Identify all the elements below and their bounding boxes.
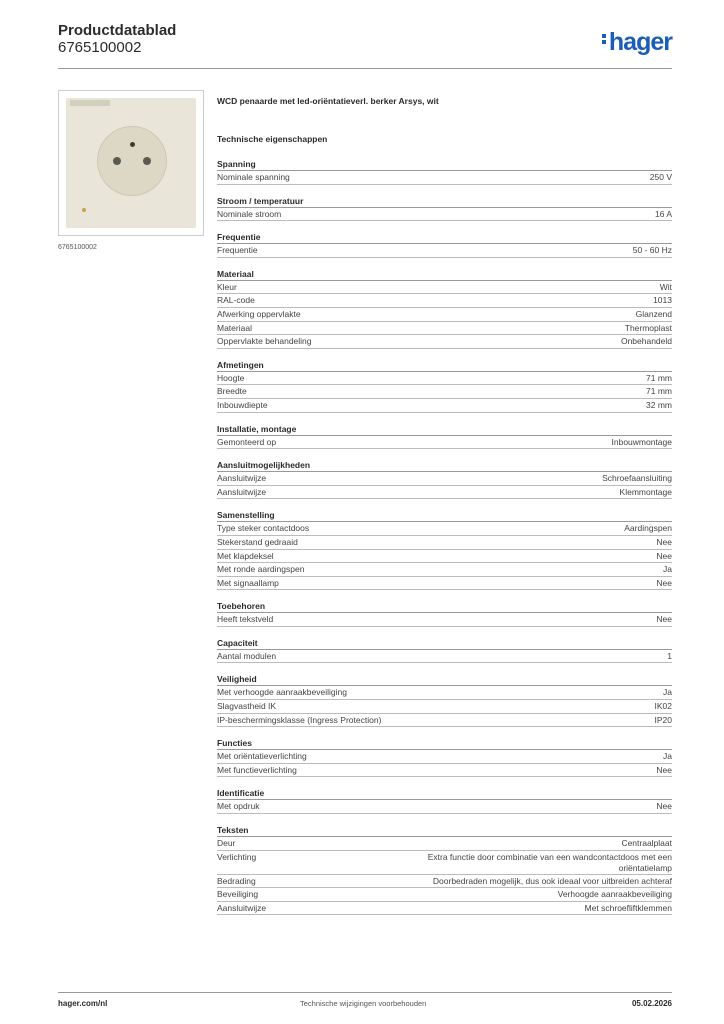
section-heading: Veiligheid xyxy=(217,673,672,686)
spec-section xyxy=(217,824,672,915)
section-heading: Materiaal xyxy=(217,268,672,281)
spec-value: Onbehandeld xyxy=(620,336,672,347)
page-title: Productdatablad xyxy=(58,22,177,39)
logo-text: hager xyxy=(608,28,672,56)
spec-row xyxy=(217,472,672,486)
spec-section xyxy=(217,600,672,627)
spec-label: Slagvastheid IK xyxy=(217,701,277,712)
article-number: 6765100002 xyxy=(58,39,142,56)
spec-value: Nee xyxy=(656,577,672,588)
spec-row xyxy=(217,800,672,814)
spec-value: Verhoogde aanraakbeveiliging xyxy=(557,889,672,900)
orientation-led xyxy=(82,208,86,212)
spec-label: Kleur xyxy=(217,281,237,292)
spec-row xyxy=(217,837,672,851)
sections-container xyxy=(217,158,672,915)
spec-value: Nee xyxy=(656,801,672,812)
spec-label: Hoogte xyxy=(217,372,245,383)
spec-label: Met functieverlichting xyxy=(217,764,297,775)
spec-section xyxy=(217,737,672,777)
spec-row xyxy=(217,322,672,336)
tech-properties-title: Technische eigenschappen xyxy=(217,134,328,144)
spec-label: Met klapdeksel xyxy=(217,550,274,561)
spec-row xyxy=(217,308,672,322)
spec-value: IP20 xyxy=(654,714,672,725)
spec-row xyxy=(217,171,672,185)
spec-value: Doorbedraden mogelijk, dus ook ideaal voor uitbreiden achteraf xyxy=(432,875,672,886)
spec-row xyxy=(217,563,672,577)
spec-section xyxy=(217,509,672,590)
spec-label: Gemonteerd op xyxy=(217,436,277,447)
spec-value: Aardingspen xyxy=(624,523,672,534)
logo-dots-icon xyxy=(602,32,607,46)
spec-row xyxy=(217,294,672,308)
spec-row xyxy=(217,486,672,500)
footer-website[interactable]: hager.com/nl xyxy=(58,999,108,1008)
spec-row xyxy=(217,686,672,700)
spec-label: Nominale stroom xyxy=(217,208,282,219)
spec-row xyxy=(217,399,672,413)
product-photo xyxy=(58,90,204,236)
spec-row xyxy=(217,372,672,386)
spec-row xyxy=(217,244,672,258)
spec-value: 1 xyxy=(667,650,672,661)
spec-label: Deur xyxy=(217,838,236,849)
spec-label: Heeft tekstveld xyxy=(217,614,274,625)
spec-value: Extra functie door combinatie van een wandcontactdoos met een oriëntatielamp xyxy=(427,851,672,873)
spec-section xyxy=(217,423,672,450)
spec-row xyxy=(217,281,672,295)
spec-label: Nominale spanning xyxy=(217,172,290,182)
spec-row xyxy=(217,650,672,664)
spec-label: Breedte xyxy=(217,386,247,397)
spec-label: Materiaal xyxy=(217,322,252,333)
spec-section xyxy=(217,673,672,727)
spec-label: Aansluitwijze xyxy=(217,902,267,913)
spec-value: Inbouwmontage xyxy=(611,436,672,447)
spec-section xyxy=(217,359,672,413)
spec-section xyxy=(217,268,672,349)
spec-value: Wit xyxy=(659,281,672,292)
product-name: WCD penaarde met led-oriëntatieverl. berker Arsys, wit xyxy=(217,96,439,106)
section-heading: Toebehoren xyxy=(217,600,672,613)
spec-row xyxy=(217,536,672,550)
spec-value: Ja xyxy=(663,687,672,698)
hager-logo xyxy=(602,28,672,57)
spec-label: Stekerstand gedraaid xyxy=(217,536,298,547)
spec-value: 1013 xyxy=(653,295,672,306)
spec-label: Bedrading xyxy=(217,875,256,886)
section-heading: Samenstelling xyxy=(217,509,672,522)
spec-label: Met opdruk xyxy=(217,801,260,812)
section-heading: Functies xyxy=(217,737,672,750)
plate-label-strip xyxy=(70,100,110,106)
spec-value: Nee xyxy=(656,764,672,775)
spec-section xyxy=(217,158,672,185)
spec-label: IP-beschermingsklasse (Ingress Protection) xyxy=(217,714,382,725)
socket-insert xyxy=(97,126,167,196)
spec-label: Oppervlakte behandeling xyxy=(217,336,312,347)
socket-hole-right xyxy=(143,157,151,165)
socket-plate xyxy=(66,98,196,228)
spec-section xyxy=(217,459,672,499)
socket-hole-left xyxy=(113,157,121,165)
header-divider xyxy=(58,68,672,69)
spec-value: Nee xyxy=(656,550,672,561)
section-heading: Frequentie xyxy=(217,231,672,244)
spec-row xyxy=(217,714,672,728)
spec-value: Klemmontage xyxy=(619,486,672,497)
section-heading: Installatie, montage xyxy=(217,423,672,436)
footer-divider xyxy=(58,992,672,993)
spec-label: Met ronde aardingspen xyxy=(217,564,305,575)
spec-row xyxy=(217,436,672,450)
spec-label: Met verhoogde aanraakbeveiliging xyxy=(217,687,347,698)
spec-row xyxy=(217,700,672,714)
spec-row xyxy=(217,888,672,902)
spec-label: Afwerking oppervlakte xyxy=(217,308,301,319)
spec-label: Met oriëntatieverlichting xyxy=(217,751,307,762)
spec-value: Nee xyxy=(656,614,672,625)
spec-section xyxy=(217,637,672,664)
spec-row xyxy=(217,875,672,889)
footer-disclaimer: Technische wijzigingen voorbehouden xyxy=(300,999,427,1008)
spec-label: Inbouwdiepte xyxy=(217,399,268,410)
spec-value: Met schroefliftklemmen xyxy=(584,902,672,913)
section-heading: Capaciteit xyxy=(217,637,672,650)
spec-value: Centraalplaat xyxy=(621,838,672,849)
section-heading: Teksten xyxy=(217,824,672,837)
section-heading: Identificatie xyxy=(217,787,672,800)
spec-value: Ja xyxy=(663,564,672,575)
spec-row xyxy=(217,385,672,399)
spec-value: Thermoplast xyxy=(624,322,672,333)
spec-value: 50 - 60 Hz xyxy=(632,245,672,256)
spec-section xyxy=(217,787,672,814)
spec-row xyxy=(217,577,672,591)
main-content xyxy=(217,96,672,925)
spec-section xyxy=(217,231,672,258)
spec-value: Nee xyxy=(656,536,672,547)
footer-date: 05.02.2026 xyxy=(631,999,672,1008)
spec-row xyxy=(217,522,672,536)
spec-label: Beveiliging xyxy=(217,889,259,900)
section-heading: Afmetingen xyxy=(217,359,672,372)
spec-label: Verlichting xyxy=(217,851,257,862)
spec-row xyxy=(217,335,672,349)
spec-row xyxy=(217,902,672,916)
spec-value: 250 V xyxy=(649,172,672,182)
spec-value: Schroefaansluiting xyxy=(602,473,672,484)
photo-caption: 6765100002 xyxy=(58,244,97,251)
spec-value: IK02 xyxy=(654,701,672,712)
spec-row xyxy=(217,764,672,778)
spec-label: Aantal modulen xyxy=(217,650,277,661)
spec-value: 32 mm xyxy=(646,399,672,410)
spec-row xyxy=(217,550,672,564)
spec-value: Glanzend xyxy=(635,308,672,319)
spec-row xyxy=(217,613,672,627)
section-heading: Aansluitmogelijkheden xyxy=(217,459,672,472)
spec-row xyxy=(217,851,672,875)
section-heading: Stroom / temperatuur xyxy=(217,195,672,208)
earth-pin xyxy=(130,142,135,147)
spec-row xyxy=(217,750,672,764)
spec-label: Aansluitwijze xyxy=(217,473,267,484)
section-heading: Spanning xyxy=(217,158,672,171)
spec-section xyxy=(217,195,672,222)
spec-value: 71 mm xyxy=(646,372,672,383)
spec-value: 71 mm xyxy=(646,386,672,397)
spec-label: Aansluitwijze xyxy=(217,486,267,497)
spec-label: Type steker contactdoos xyxy=(217,523,310,534)
spec-row xyxy=(217,208,672,222)
spec-label: Frequentie xyxy=(217,245,258,256)
spec-value: 16 A xyxy=(654,208,672,219)
spec-label: RAL-code xyxy=(217,295,255,306)
spec-value: Ja xyxy=(663,751,672,762)
spec-label: Met signaallamp xyxy=(217,577,279,588)
